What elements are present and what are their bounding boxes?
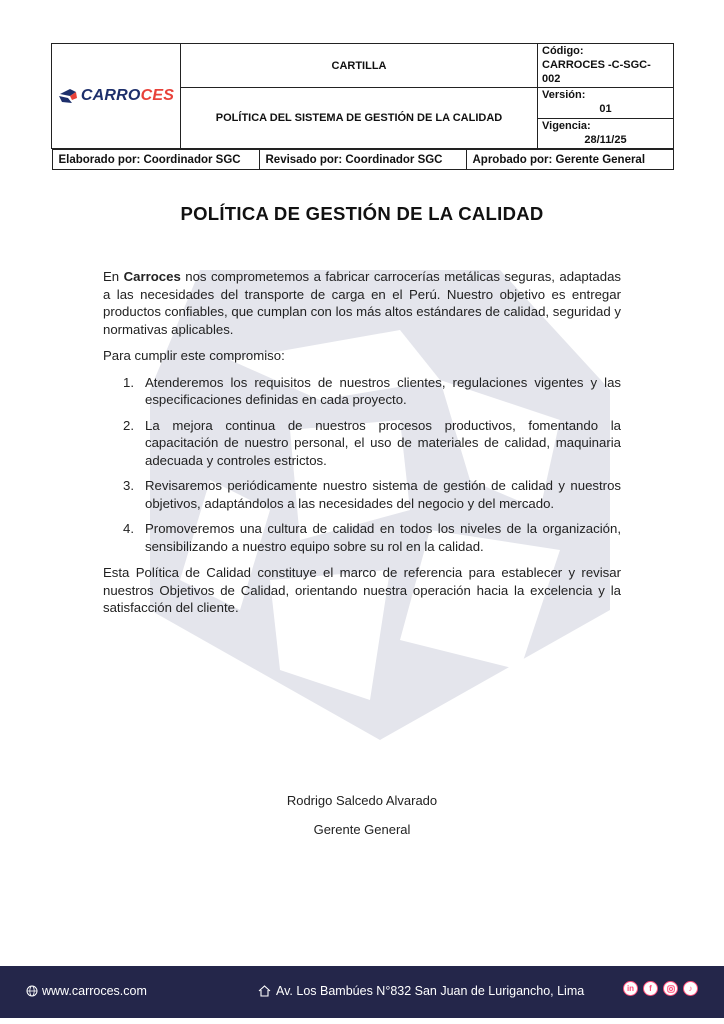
instagram-icon[interactable] (663, 981, 678, 996)
tiktok-icon[interactable]: ♪ (683, 981, 698, 996)
globe-icon (26, 985, 38, 997)
closing-paragraph: Esta Política de Calidad constituye el marco de referencia para establecer y revisar nuestros Objetivos de Calidad, orientando nuestra operación hacia la excelencia y la satisfacción del cliente. (103, 565, 621, 615)
address-text: Av. Los Bambúes N°832 San Juan de Lurigancho, Lima (276, 984, 585, 998)
validity-value: 28/11/25 (584, 133, 627, 146)
linkedin-icon[interactable]: in (623, 981, 638, 996)
prepared-by: Elaborado por: Coordinador SGC (52, 150, 259, 170)
page-footer (0, 966, 724, 1018)
doc-name: POLÍTICA DEL SISTEMA DE GESTIÓN DE LA CALIDAD (181, 88, 538, 149)
list-item: 3. Revisaremos periódicamente nuestro sistema de gestión de calidad y nuestros objetivos, adaptándolos a las necesidades del negocio y del mercado. (123, 478, 621, 511)
page-title: POLÍTICA DE GESTIÓN DE LA CALIDAD (180, 203, 544, 224)
signatory-role: Gerente General (313, 822, 411, 837)
version-label: Versión: (542, 89, 586, 102)
logo-cell (52, 44, 181, 149)
doc-type: CARTILLA (181, 44, 538, 88)
website-text: www.carroces.com (42, 984, 147, 998)
company-logo (52, 87, 180, 105)
version-cell (538, 88, 674, 119)
social-icons (623, 981, 698, 996)
reviewed-by: Revisado por: Coordinador SGC (259, 150, 466, 170)
validity-label: Vigencia: (542, 119, 591, 132)
home-icon (258, 985, 271, 997)
commitment-list (103, 374, 621, 556)
code-label: Código: (542, 45, 584, 57)
list-item: 1. Atenderemos los requisitos de nuestros clientes, regulaciones vigentes y las especificaciones definidas en cada proyecto. (123, 374, 621, 407)
version-value: 01 (599, 103, 612, 115)
logo-wordmark: CARROCES (80, 87, 175, 105)
brand-name: Carroces (123, 269, 181, 284)
list-item: 2. La mejora continua de nuestros procesos productivos, fomentando la capacitación de nuestro personal, el uso de materiales de calidad, maquinaria adecuada y controles estrictos. (123, 417, 621, 468)
document-header-table (51, 43, 674, 170)
logo-emblem-icon (58, 88, 78, 104)
facebook-icon[interactable]: f (643, 981, 658, 996)
approved-by: Aprobado por: Gerente General (466, 150, 673, 170)
lead-in-text: Para cumplir este compromiso: (103, 348, 285, 363)
address (258, 984, 584, 998)
code-value: CARROCES -C-SGC-002 (542, 58, 651, 85)
website-link[interactable] (26, 984, 147, 998)
intro-paragraph: En Carroces nos comprometemos a fabricar carrocerías metálicas seguras, adaptadas a las necesidades del transporte de carga en el Perú. Nuestro objetivo es entregar productos confiables, que cumplan con los más altos estándares de calidad, seguridad y normativas aplicables. (103, 269, 622, 337)
code-cell (538, 44, 674, 88)
signatory-name: Rodrigo Salcedo Alvarado (286, 793, 438, 808)
list-item: 4. Promoveremos una cultura de calidad en todos los niveles de la organización, sensibilizando a nuestro equipo sobre su rol en la calidad. (123, 521, 621, 554)
validity-cell (538, 118, 674, 149)
policy-body (103, 268, 621, 626)
